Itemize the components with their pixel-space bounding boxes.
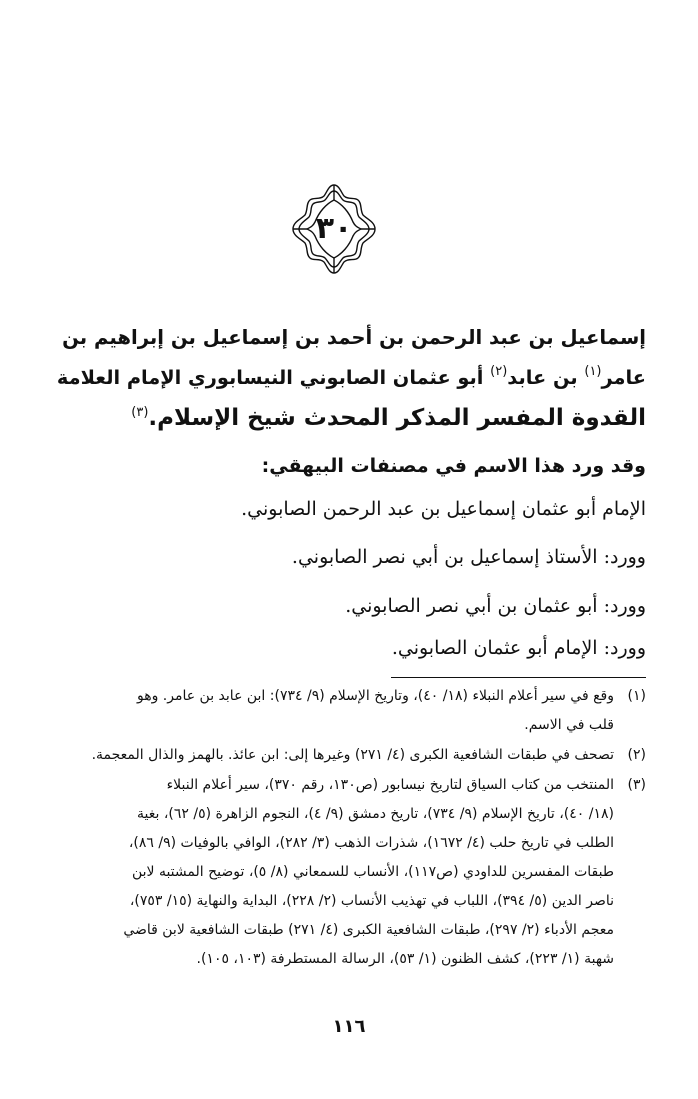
footnote-1-line-1	[46, 682, 646, 711]
footnote-ref-3: (٣)	[131, 405, 149, 420]
name-variant-3: وورد: أبو عثمان بن أبي نصر الصابوني.	[345, 595, 646, 617]
footnote-1-text-1: وقع في سير أعلام النبلاء (١٨/ ٤٠)، وتاريخ الإسلام (٩/ ٧٣٤): ابن عابد بن عامر. وهو	[136, 688, 614, 704]
footnote-3-line-6: معجم الأدباء (٢/ ٢٩٧)، طبقات الشافعية الكبرى (٤/ ٢٧١) طبقات الشافعية لابن قاضي	[123, 922, 614, 938]
footnote-2	[46, 741, 646, 770]
page-number: ١١٦	[332, 1016, 366, 1037]
footnote-2-line-1	[46, 741, 646, 770]
title-line-2-part-b: بن عابد	[507, 366, 585, 389]
footnote-3-line-7: شهبة (١/ ٢٢٣)، كشف الظنون (١/ ٥٣)، الرسالة المستطرفة (١٠٣، ١٠٥).	[196, 951, 614, 967]
section-subheading: وقد ورد هذا الاسم في مصنفات البيهقي:	[261, 455, 646, 477]
title-line-2-part-c: أبو عثمان الصابوني النيسابوري الإمام العلامة	[56, 366, 491, 389]
footnote-1	[46, 682, 646, 740]
footnote-ref-1: (١)	[584, 364, 602, 379]
footnote-3-line-3: الطلب في تاريخ حلب (٤/ ١٦٧٢)، شذرات الذهب (٣/ ٢٨٢)، الوافي بالوفيات (٩/ ٨٦)،	[128, 835, 614, 851]
name-variant-1: الإمام أبو عثمان إسماعيل بن عبد الرحمن الصابوني.	[241, 498, 646, 520]
footnote-2-text-1: تصحف في طبقات الشافعية الكبرى (٤/ ٢٧١) وغيرها إلى: ابن عائذ. بالهمز والذال المعجمة.	[91, 747, 614, 763]
title-line-3	[56, 398, 646, 438]
footnote-1-line-2: قلب في الاسم.	[524, 717, 614, 733]
footnote-3-line-1	[46, 771, 646, 800]
footnote-separator	[391, 677, 646, 678]
name-variant-4: وورد: الإمام أبو عثمان الصابوني.	[391, 637, 646, 659]
footnote-2-number: (٢)	[627, 747, 646, 763]
footnote-3-line-2: (١٨/ ٤٠)، تاريخ الإسلام (٩/ ٧٣٤)، تاريخ دمشق (٩/ ٤)، النجوم الزاهرة (٥/ ٦٢)، بغية	[137, 806, 614, 822]
footnote-3-text-1: المنتخب من كتاب السياق لتاريخ نيسابور (ص١٣٠، رقم ٣٧٠)، سير أعلام النبلاء	[166, 777, 614, 793]
entry-number: ٣٠	[315, 211, 353, 246]
title-line-2	[56, 358, 646, 398]
footnote-3-line-5: ناصر الدين (٥/ ٣٩٤)، اللباب في تهذيب الأنساب (٢/ ٢٢٨)، البداية والنهاية (١٥/ ٧٥٣)،	[129, 893, 614, 909]
title-line-1: إسماعيل بن عبد الرحمن بن أحمد بن إسماعيل بن إبراهيم بن	[62, 326, 646, 349]
entry-title	[56, 318, 646, 438]
footnote-ref-2: (٢)	[490, 364, 508, 379]
footnote-3	[46, 771, 646, 974]
title-line-2-part-a: عامر	[601, 366, 646, 389]
footnote-3-line-4: طبقات المفسرين للداودي (ص١١٧)، الأنساب للسمعاني (٨/ ٥)، توضيح المشتبه لابن	[131, 864, 614, 880]
footnote-3-number: (٣)	[627, 777, 646, 793]
footnote-1-number: (١)	[627, 688, 646, 704]
name-variant-2: وورد: الأستاذ إسماعيل بن أبي نصر الصابوني.	[291, 546, 646, 568]
title-line-3-part-a: القدوة المفسر المذكر المحدث شيخ الإسلام.	[148, 405, 646, 431]
